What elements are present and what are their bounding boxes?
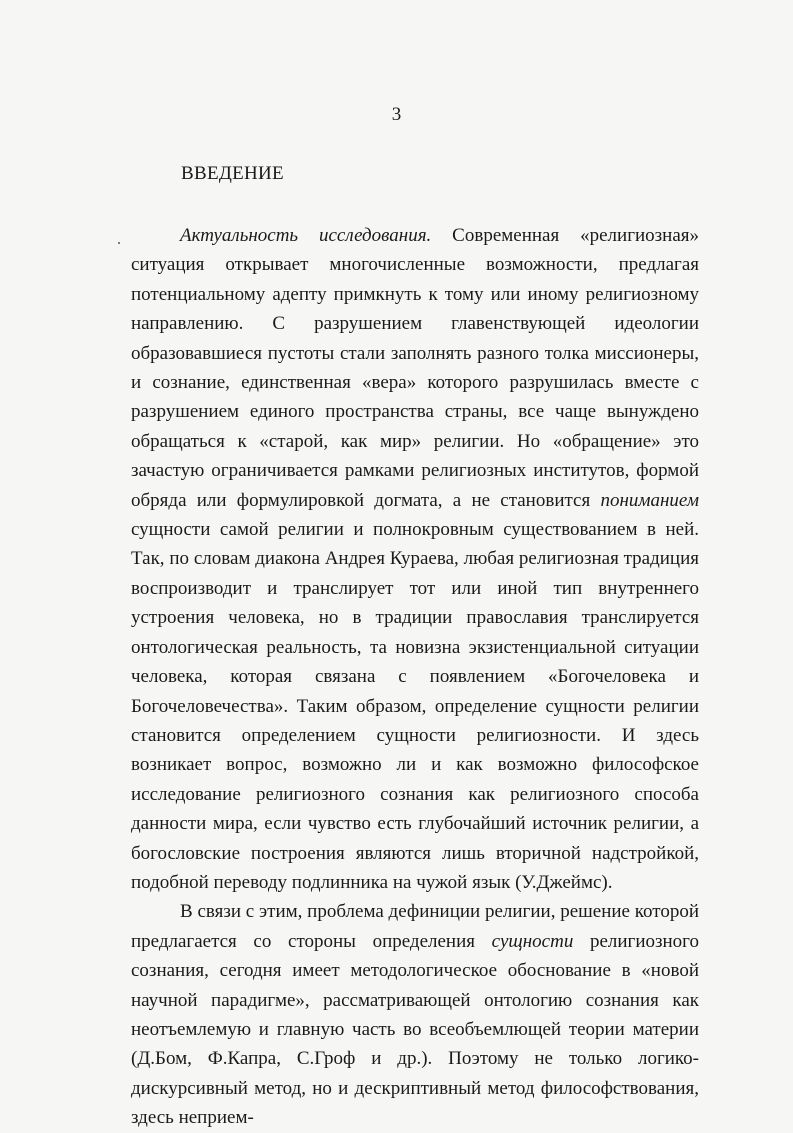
section-heading: ВВЕДЕНИЕ bbox=[181, 163, 284, 184]
page-number: 3 bbox=[391, 104, 402, 125]
paragraph-relevance bbox=[131, 221, 699, 897]
emphasis-word: сущности bbox=[491, 930, 574, 952]
paragraph-definition bbox=[131, 897, 699, 1132]
body-text bbox=[131, 221, 699, 1133]
paragraph-lead-italic: Актуальность исследования. bbox=[180, 225, 432, 246]
paragraph-text: Современная «религиозная» ситуация открывает многочисленные возможности, предлагая потенциальному адепту примкнуть к тому или иному религиозному направлению. С разрушением главенствующей идеологии образовавшиеся пустоты стали заполнять разного толка миссионеры, и сознание, единственная «вера» которого разрушилась вместе с разрушением единого пространства страны, все чаще вынуждено обращаться к «старой, как мир» религии. Но «обращение» это зачастую ограничивается рамками религиозных институтов, формой обряда или формулировкой догмата, а не становится bbox=[131, 225, 699, 511]
scan-speck bbox=[118, 242, 120, 244]
paragraph-text: В связи с этим, проблема дефиниции религии, решение которой предлагается со стороны определения bbox=[131, 901, 699, 952]
paragraph-text: сущности самой религии и полнокровным существованием в ней. Так, по словам диакона Андрея Кураева, любая религиозная традиция воспроизводит и транслирует тот или иной тип внутреннего устроения человека, но в традиции православия транслируется онтологическая реальность, та новизна экзистенциальной ситуации человека, которая связана с появлением «Богочеловека и Богочеловечества». Таким образом, определение сущности религии становится определением сущности религиозности. И здесь возникает вопрос, возможно ли и как возможно философское исследование религиозного сознания как религиозного способа данности мира, если чувство есть глубочайший источник религии, а богословские построения являются лишь вторичной надстройкой, подобной переводу подлинника на чужой язык (У.Джеймс). bbox=[131, 519, 699, 893]
paragraph-text: религиозного сознания, сегодня имеет методологическое обоснование в «новой научной парадигме», рассматривающей онтологию сознания как неотъемлемую и главную часть во всеобъемлющей теории материи (Д.Бом, Ф.Капра, С.Гроф и др.). Поэтому не только логико-дискурсивный метод, но и дескриптивный метод философствования, здесь неприем- bbox=[131, 930, 700, 1129]
emphasis-word: пониманием bbox=[600, 489, 699, 511]
